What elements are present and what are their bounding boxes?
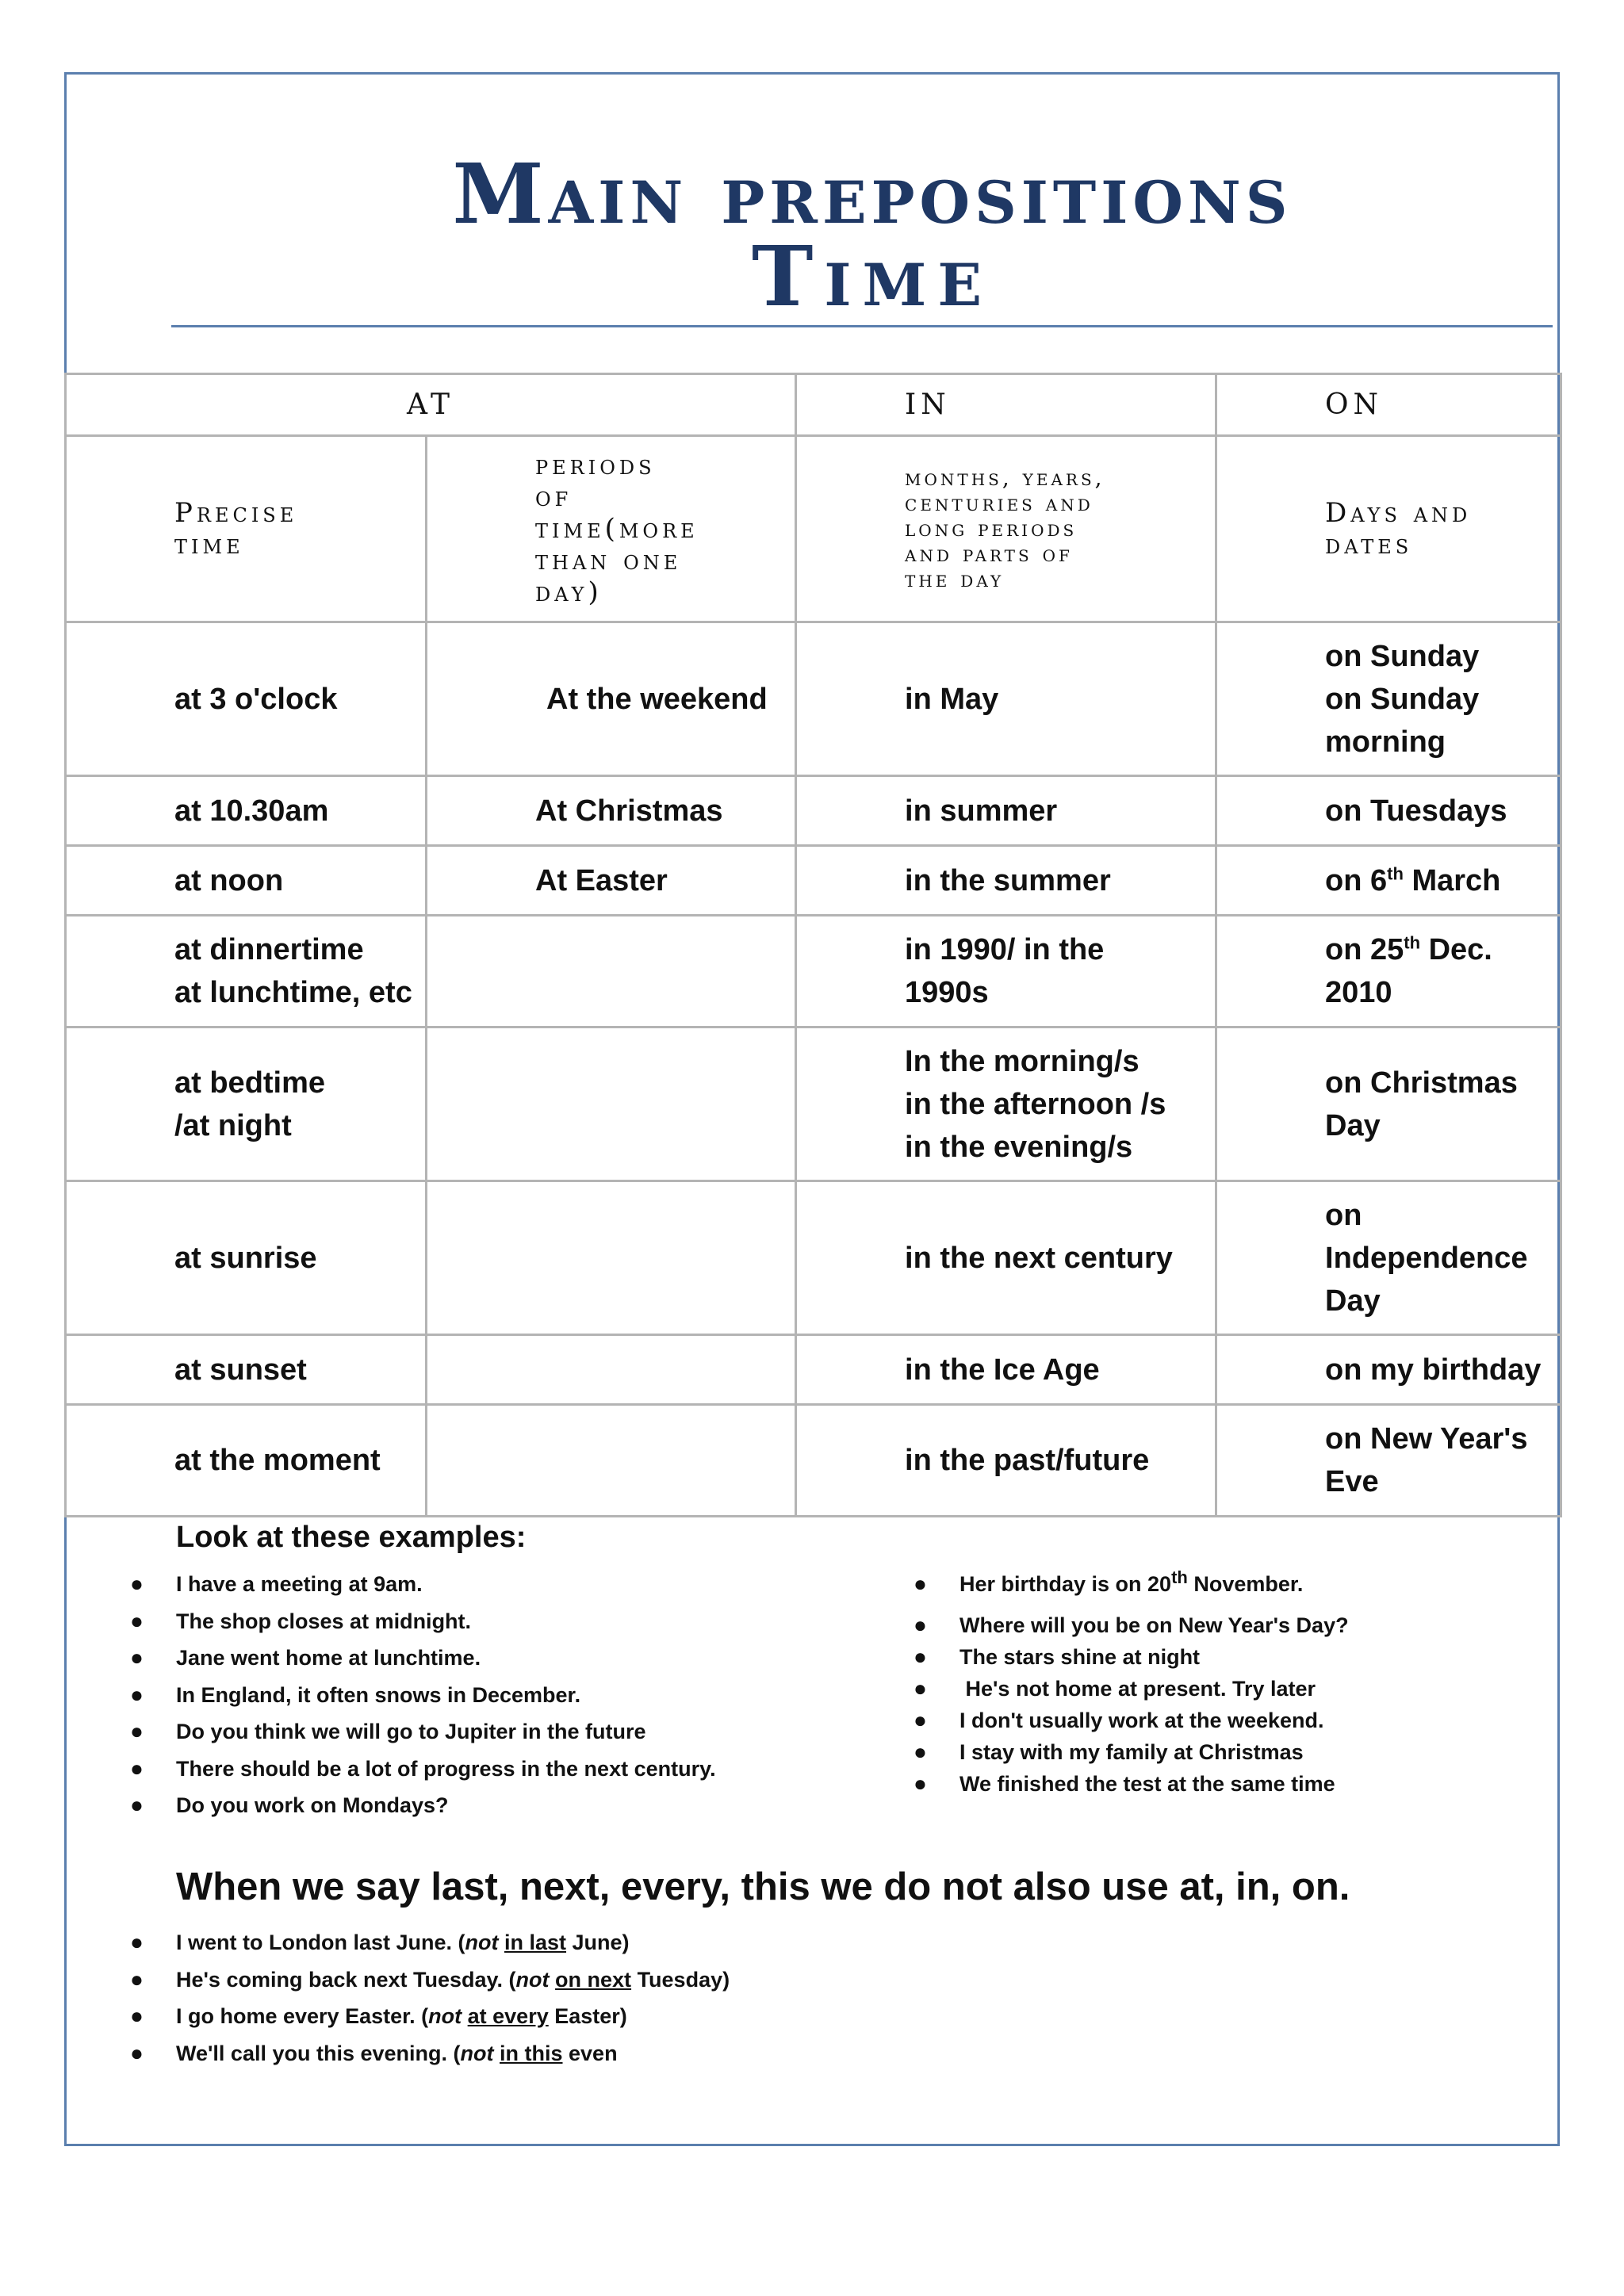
cell-at-precise: at 3 o'clock [66, 622, 427, 776]
table-row [66, 1335, 1561, 1405]
page-subtitle: Time [752, 228, 993, 325]
table-row [66, 622, 1561, 776]
cell-on: on Independence Day [1216, 1181, 1561, 1335]
table-row [66, 1027, 1561, 1181]
cell-on: on 25th Dec. 2010 [1216, 916, 1561, 1027]
list-item: ● The shop closes at midnight. [176, 1605, 716, 1643]
header-at: AT [66, 374, 796, 436]
header-in: IN [796, 374, 1216, 436]
prepositions-table [64, 373, 1562, 1517]
header-on: ON [1216, 374, 1561, 436]
cell-at-precise: at bedtime /at night [66, 1027, 427, 1181]
list-item: ● He's not home at present. Try later [959, 1673, 1349, 1705]
cell-on: on Christmas Day [1216, 1027, 1561, 1181]
list-item: ● Do you think we will go to Jupiter in the future [176, 1716, 716, 1753]
list-item: ● The stars shine at night [959, 1641, 1349, 1673]
cell-in: in the Ice Age [796, 1335, 1216, 1405]
list-item: ● He's coming back next Tuesday. (not on next Tuesday) [176, 1964, 730, 2001]
examples-list-left [130, 1568, 716, 1827]
examples-list-right [914, 1567, 1349, 1800]
bullet-icon: ● [130, 2003, 144, 2028]
bullet-icon: ● [130, 1755, 144, 1781]
title-underline [171, 325, 1553, 327]
list-item: ● Jane went home at lunchtime. [176, 1642, 716, 1679]
cell-on: on 6th March [1216, 846, 1561, 916]
list-item: ● I stay with my family at Christmas [959, 1736, 1349, 1768]
bullet-icon: ● [914, 1676, 927, 1701]
cell-in: In the morning/s in the afternoon /s in the evening/s [796, 1027, 1216, 1181]
cell-at-precise: at sunset [66, 1335, 427, 1405]
bullet-icon: ● [130, 1719, 144, 1743]
cell-at-periods: At Christmas [427, 776, 796, 846]
list-item: ● We finished the test at the same time [959, 1768, 1349, 1800]
list-item: ● I went to London last June. (not in last June) [176, 1927, 730, 1964]
bullet-icon: ● [914, 1771, 927, 1796]
cell-at-precise: at noon [66, 846, 427, 916]
bullet-icon: ● [914, 1644, 927, 1669]
bullet-icon: ● [130, 1930, 144, 1954]
bullet-icon: ● [130, 2040, 144, 2065]
bullet-icon: ● [914, 1613, 927, 1637]
cell-at-periods: At the weekend [427, 622, 796, 776]
examples-heading: Look at these examples: [176, 1521, 527, 1554]
list-item: ● There should be a lot of progress in the next century. [176, 1753, 716, 1790]
group-header-row [66, 374, 1561, 436]
list-item: ● Where will you be on New Year's Day? [959, 1609, 1349, 1641]
cell-on: on my birthday [1216, 1335, 1561, 1405]
bullet-icon: ● [130, 1608, 144, 1633]
cell-on: on Tuesdays [1216, 776, 1561, 846]
list-item: ● Do you work on Mondays? [176, 1789, 716, 1827]
subheader-precise-time: Precise time [66, 436, 427, 622]
table-row [66, 916, 1561, 1027]
cell-at-precise: at 10.30am [66, 776, 427, 846]
cell-on: on Sunday on Sunday morning [1216, 622, 1561, 776]
table-row [66, 1405, 1561, 1517]
cell-at-periods: At Easter [427, 846, 796, 916]
bullet-icon: ● [914, 1739, 927, 1764]
subheader-months-years: months, years, centuries and long periods and parts of the day [796, 436, 1216, 622]
subheader-periods: periods of time(more than one day) [427, 436, 796, 622]
cell-at-periods [427, 1335, 796, 1405]
bullet-icon: ● [130, 1571, 144, 1596]
cell-at-precise: at sunrise [66, 1181, 427, 1335]
cell-in: in the past/future [796, 1405, 1216, 1517]
bullet-icon: ● [130, 1793, 144, 1817]
bullet-icon: ● [130, 1645, 144, 1670]
page-title: Main prepositions [452, 145, 1293, 243]
cell-at-precise: at the moment [66, 1405, 427, 1517]
list-item: ● In England, it often snows in December. [176, 1679, 716, 1716]
cell-in: in May [796, 622, 1216, 776]
list-item: ● I go home every Easter. (not at every Easter) [176, 2000, 730, 2038]
bullet-icon: ● [914, 1708, 927, 1732]
list-item: ● I don't usually work at the weekend. [959, 1705, 1349, 1736]
table-row [66, 846, 1561, 916]
cell-at-periods [427, 1405, 796, 1517]
cell-in: in the next century [796, 1181, 1216, 1335]
cell-at-periods [427, 1027, 796, 1181]
cell-at-periods [427, 1181, 796, 1335]
cell-at-precise: at dinnertime at lunchtime, etc [66, 916, 427, 1027]
cell-in: in the summer [796, 846, 1216, 916]
cell-in: in summer [796, 776, 1216, 846]
bullet-icon: ● [130, 1966, 144, 1992]
subheader-row [66, 436, 1561, 622]
list-item: ● Her birthday is on 20th November. [959, 1568, 1349, 1609]
bullet-icon: ● [130, 1682, 144, 1707]
list-item: ● We'll call you this evening. (not in this even [176, 2038, 730, 2075]
bullet-icon: ● [914, 1571, 927, 1596]
cell-in: in 1990/ in the 1990s [796, 916, 1216, 1027]
subheader-days-dates: Days and dates [1216, 436, 1561, 622]
rule-heading: When we say last, next, every, this we do not also use at, in, on. [176, 1866, 1350, 1908]
rule-list [130, 1927, 730, 2074]
table-row [66, 776, 1561, 846]
table-row [66, 1181, 1561, 1335]
cell-at-periods [427, 916, 796, 1027]
list-item: ● I have a meeting at 9am. [176, 1568, 716, 1605]
cell-on: on New Year's Eve [1216, 1405, 1561, 1517]
